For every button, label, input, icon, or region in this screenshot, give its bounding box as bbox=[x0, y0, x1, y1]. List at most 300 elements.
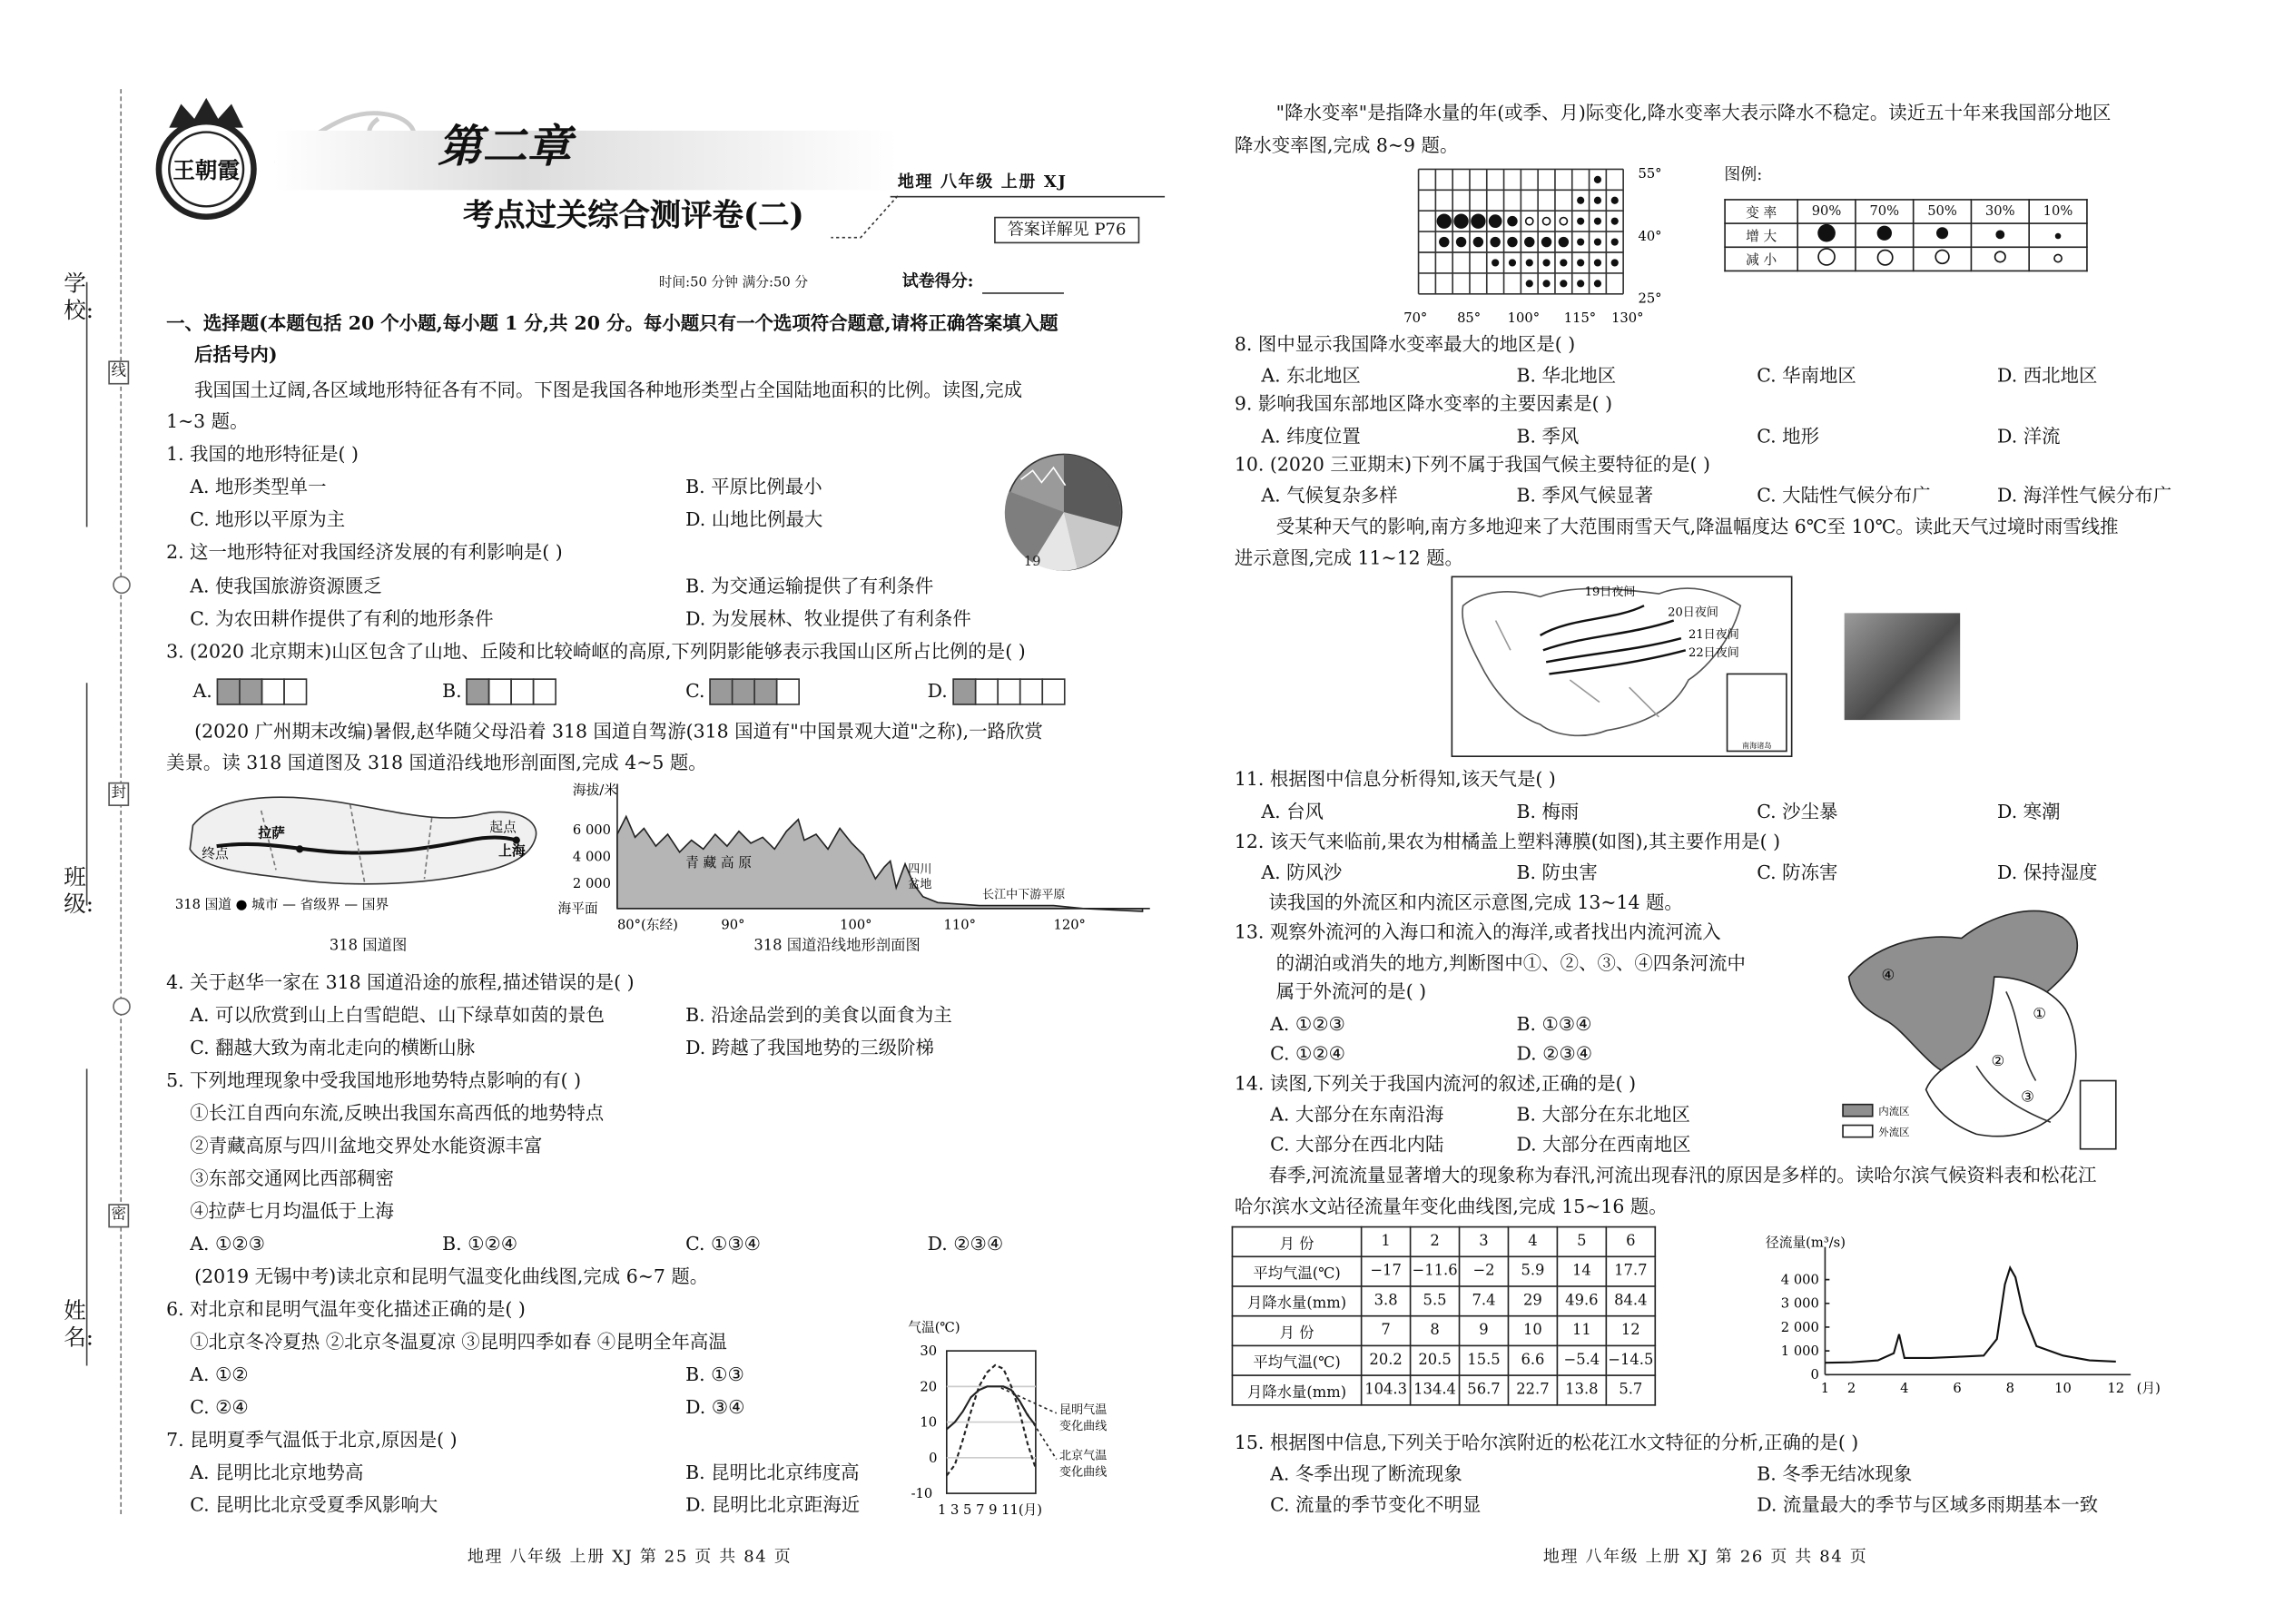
rain-label: 月降水量(mm) bbox=[1232, 1375, 1361, 1405]
question-4: 4. 关于赵华一家在 318 国道沿途的旅程,描述错误的是( ) bbox=[166, 970, 635, 994]
option-6c[interactable]: C. ②④ bbox=[190, 1395, 249, 1418]
option-12c[interactable]: C. 防冻害 bbox=[1757, 861, 1838, 884]
option-8b[interactable]: B. 华北地区 bbox=[1516, 363, 1617, 387]
proportion-bar bbox=[953, 679, 1065, 702]
binding-hole-icon bbox=[113, 998, 131, 1016]
option-7a[interactable]: A. 昆明比北京地势高 bbox=[190, 1461, 364, 1483]
increase-dot bbox=[1611, 218, 1619, 225]
intro-text: (2019 无锡中考)读北京和昆明气温变化曲线图,完成 6~7 题。 bbox=[194, 1265, 709, 1287]
option-3b-label: B. bbox=[442, 679, 462, 702]
dot-smallest-icon bbox=[2055, 232, 2062, 239]
proportion-bar bbox=[711, 679, 800, 702]
precipitation-variability-map bbox=[1398, 161, 1695, 327]
kunming-legend-1: 昆明气温 bbox=[1059, 1403, 1108, 1417]
runoff-xtick: 4 bbox=[1900, 1380, 1909, 1396]
option-14d[interactable]: D. 大部分在西南地区 bbox=[1516, 1132, 1691, 1156]
snow-line-map bbox=[1452, 576, 1793, 757]
temp-label: 平均气温(℃) bbox=[1232, 1345, 1361, 1375]
kunming-leader bbox=[1001, 1388, 1057, 1413]
table-cell: 7.4 bbox=[1460, 1286, 1509, 1316]
lon85-label: 85° bbox=[1457, 310, 1482, 326]
increase-dot bbox=[1594, 218, 1601, 225]
option-3d-label: D. bbox=[927, 679, 948, 702]
table-cell: 14 bbox=[1557, 1256, 1606, 1286]
question-11: 11. 根据图中信息分析得知,该天气是( ) bbox=[1234, 767, 1556, 790]
legend-70: 70% bbox=[1856, 200, 1914, 223]
question-13: 13. 观察外流河的入海口和流入的海洋,或者找出内流河流入 bbox=[1234, 920, 1721, 943]
option-2a[interactable]: A. 使我国旅游资源匮乏 bbox=[190, 574, 382, 597]
option-15a[interactable]: A. 冬季出现了断流现象 bbox=[1270, 1462, 1462, 1485]
terrain-pie-chart bbox=[989, 449, 1140, 571]
option-9d[interactable]: D. 洋流 bbox=[1997, 424, 2061, 448]
option-5c[interactable]: C. ①③④ bbox=[685, 1232, 761, 1255]
ring-smallest-icon bbox=[2053, 253, 2063, 262]
option-15c[interactable]: C. 流量的季节变化不明显 bbox=[1270, 1493, 1482, 1516]
harbin-climate-table bbox=[1232, 1226, 1656, 1406]
intro-text: 哈尔滨水文站径流量年变化曲线图,完成 15~16 题。 bbox=[1234, 1195, 1668, 1217]
runoff-xtick: 2 bbox=[1846, 1380, 1856, 1396]
school-blank[interactable] bbox=[86, 282, 88, 527]
option-4a[interactable]: A. 可以欣赏到山上白雪皑皑、山下绿草如茵的景色 bbox=[190, 1003, 605, 1026]
legend-head: 变 率 bbox=[1725, 200, 1797, 223]
increase-dot bbox=[1456, 237, 1466, 247]
name-blank[interactable] bbox=[86, 1068, 88, 1365]
end-label: 终点 bbox=[202, 846, 229, 862]
option-1b[interactable]: B. 平原比例最小 bbox=[685, 475, 822, 497]
option-2b[interactable]: B. 为交通运输提供了有利条件 bbox=[685, 574, 934, 597]
increase-dot bbox=[1560, 280, 1567, 287]
option-12b[interactable]: B. 防虫害 bbox=[1516, 861, 1598, 884]
increase-dot bbox=[1594, 197, 1601, 204]
shanghai-label: 上海 bbox=[498, 842, 526, 859]
start-label: 起点 bbox=[489, 819, 517, 835]
month-label: 月 份 bbox=[1232, 1227, 1361, 1257]
month-label: 月 份 bbox=[1232, 1316, 1361, 1346]
option-9b[interactable]: B. 季风 bbox=[1516, 424, 1580, 448]
option-7c[interactable]: C. 昆明比北京受夏季风影响大 bbox=[190, 1493, 438, 1516]
table-cell: 134.4 bbox=[1411, 1375, 1460, 1405]
increase-dot bbox=[1577, 197, 1584, 204]
drainage-region-map bbox=[1828, 888, 2119, 1155]
score-label: 试卷得分: bbox=[901, 271, 974, 291]
option-3c-label: C. bbox=[685, 679, 705, 702]
increase-dot bbox=[1437, 213, 1452, 228]
table-cell: 56.7 bbox=[1460, 1375, 1509, 1405]
intro-text: 1~3 题。 bbox=[166, 409, 249, 432]
runoff-xtick: 1 bbox=[1820, 1380, 1830, 1396]
statement-6: ①北京冬冷夏热 ②北京冬温夏凉 ③昆明四季如春 ④昆明全年高温 bbox=[190, 1330, 727, 1353]
table-cell: 20.5 bbox=[1411, 1345, 1460, 1375]
beijing-legend-2: 变化曲线 bbox=[1059, 1465, 1108, 1480]
table-cell: 7 bbox=[1362, 1316, 1411, 1346]
option-10b[interactable]: B. 季风气候显著 bbox=[1516, 484, 1654, 507]
option-8c[interactable]: C. 华南地区 bbox=[1757, 363, 1856, 387]
intro-text: 进示意图,完成 11~12 题。 bbox=[1234, 546, 1463, 569]
pie-label: 19 bbox=[1023, 554, 1041, 570]
chapter-title: 第二章 bbox=[438, 122, 572, 174]
line-20: 20日夜间 bbox=[1668, 605, 1718, 620]
table-cell: 29 bbox=[1508, 1286, 1557, 1316]
tag-underline bbox=[891, 196, 1165, 198]
increase-dot bbox=[1542, 259, 1550, 266]
proportion-bar bbox=[218, 679, 307, 702]
option-1c[interactable]: C. 地形以平原为主 bbox=[190, 507, 346, 530]
table-cell: 8 bbox=[1411, 1316, 1460, 1346]
increase-dot bbox=[1577, 218, 1584, 225]
table-cell: −5.4 bbox=[1557, 1345, 1606, 1375]
seal-mark-feng: 封 bbox=[108, 782, 129, 806]
question-10: 10. (2020 三亚期末)下列不属于我国气候主要特征的是( ) bbox=[1234, 452, 1710, 476]
table-cell: 4 bbox=[1508, 1227, 1557, 1257]
route-map-caption: 318 国道图 bbox=[329, 938, 408, 955]
profile-sea-level: 海平面 bbox=[557, 901, 598, 917]
runoff-xtick: 8 bbox=[2005, 1380, 2014, 1396]
profile-y6000: 6 000 bbox=[572, 822, 612, 839]
option-12a[interactable]: A. 防风沙 bbox=[1261, 861, 1343, 884]
profile-x120: 120° bbox=[1053, 917, 1086, 933]
table-cell: 13.8 bbox=[1557, 1375, 1606, 1405]
option-13d[interactable]: D. ②③④ bbox=[1516, 1041, 1593, 1065]
table-cell: 5.9 bbox=[1508, 1256, 1557, 1286]
variability-legend bbox=[1724, 199, 2087, 271]
question-14: 14. 读图,下列关于我国内流河的叙述,正确的是( ) bbox=[1234, 1071, 1637, 1095]
basin-label: 四川 bbox=[908, 862, 932, 877]
runoff-xtick: 6 bbox=[1953, 1380, 1962, 1396]
map-legend: 318 国道 ● 城市 — 省级界 — 国界 bbox=[174, 896, 389, 912]
table-cell: −17 bbox=[1362, 1256, 1411, 1286]
lon115-label: 115° bbox=[1563, 310, 1597, 326]
intro-text: "降水变率"是指降水量的年(或季、月)际变化,降水变率大表示降水不稳定。读近五十年来我国部分地区 bbox=[1275, 101, 2112, 123]
option-10d[interactable]: D. 海洋性气候分布广 bbox=[1997, 484, 2172, 507]
legend-30: 30% bbox=[1971, 200, 2029, 223]
seal-mark-xian: 线 bbox=[108, 360, 129, 384]
river-2: ② bbox=[1991, 1052, 2005, 1070]
option-11d[interactable]: D. 寒潮 bbox=[1997, 800, 2061, 822]
option-13c[interactable]: C. ①②④ bbox=[1270, 1041, 1345, 1065]
score-blank[interactable] bbox=[982, 292, 1064, 294]
question-13-cont: 的湖泊或消失的地方,判断图中①、②、③、④四条河流中 bbox=[1275, 951, 1746, 974]
temp-y20: 20 bbox=[920, 1379, 938, 1395]
question-12: 12. 该天气来临前,果农为柑橘盖上塑料薄膜(如图),其主要作用是( ) bbox=[1234, 830, 1781, 852]
citrus-cover-photo bbox=[1845, 613, 1960, 720]
right-footer: 地理 八年级 上册 XJ 第 26 页 共 84 页 bbox=[1542, 1546, 1868, 1567]
ring-large-icon bbox=[1817, 248, 1836, 266]
temperature-chart bbox=[900, 1315, 1167, 1523]
table-cell: 15.5 bbox=[1460, 1345, 1509, 1375]
question-8: 8. 图中显示我国降水变率最大的地区是( ) bbox=[1234, 332, 1576, 355]
runoff-xlabel: (月) bbox=[2136, 1380, 2161, 1396]
beijing-legend-1: 北京气温 bbox=[1059, 1449, 1108, 1463]
option-4d[interactable]: D. 跨越了我国地势的三级阶梯 bbox=[685, 1036, 934, 1058]
option-9c[interactable]: C. 地形 bbox=[1757, 424, 1820, 448]
profile-x110: 110° bbox=[943, 917, 976, 933]
statement-5-2: ②青藏高原与四川盆地交界处水能资源丰富 bbox=[190, 1134, 543, 1156]
option-11a[interactable]: A. 台风 bbox=[1261, 800, 1324, 822]
option-15d[interactable]: D. 流量最大的季节与区域多雨期基本一致 bbox=[1757, 1493, 2099, 1516]
increase-dot bbox=[1594, 238, 1601, 245]
question-13-cont2: 属于外流河的是( ) bbox=[1275, 979, 1427, 1002]
table-cell: 104.3 bbox=[1362, 1375, 1411, 1405]
option-14c[interactable]: C. 大部分在西北内陆 bbox=[1270, 1132, 1444, 1156]
intro-text: 读我国的外流区和内流区示意图,完成 13~14 题。 bbox=[1268, 891, 1683, 913]
lat55-label: 55° bbox=[1638, 166, 1662, 182]
option-6d[interactable]: D. ③④ bbox=[685, 1395, 745, 1418]
option-1d[interactable]: D. 山地比例最大 bbox=[685, 507, 823, 530]
table-cell: 5 bbox=[1557, 1227, 1606, 1257]
increase-dot bbox=[1560, 259, 1567, 266]
runoff-ylabel: 径流量(m³/s) bbox=[1766, 1235, 1846, 1251]
runoff-ytick: 4 000 bbox=[1780, 1272, 1819, 1288]
terrain-profile-chart bbox=[549, 775, 1157, 939]
runoff-xtick: 12 bbox=[2107, 1380, 2125, 1396]
name-label: 姓名: bbox=[64, 1297, 94, 1352]
decrease-dot bbox=[1560, 218, 1567, 225]
statement-5-4: ④拉萨七月均温低于上海 bbox=[190, 1199, 394, 1222]
temp-ylabel: 气温(℃) bbox=[908, 1319, 960, 1335]
increase-dot bbox=[1611, 238, 1619, 245]
lon130-label: 130° bbox=[1611, 310, 1644, 326]
title-band bbox=[274, 131, 897, 190]
line-19: 19日夜间 bbox=[1584, 585, 1636, 599]
option-3d[interactable] bbox=[928, 678, 1065, 704]
option-10c[interactable]: C. 大陆性气候分布广 bbox=[1757, 484, 1931, 507]
table-cell: −2 bbox=[1460, 1256, 1509, 1286]
runoff-series-line bbox=[1825, 1268, 2115, 1363]
option-12d[interactable]: D. 保持湿度 bbox=[1997, 861, 2098, 884]
runoff-ytick: 3 000 bbox=[1780, 1295, 1819, 1312]
answer-ref: 答案详解见 P76 bbox=[994, 217, 1139, 243]
line-21: 21日夜间 bbox=[1689, 628, 1739, 643]
temp-xlabel: 1 3 5 7 9 11(月) bbox=[938, 1502, 1043, 1519]
table-cell: 3.8 bbox=[1362, 1286, 1411, 1316]
runoff-xtick: 10 bbox=[2054, 1380, 2072, 1396]
increase-dot bbox=[1594, 259, 1601, 266]
proportion-bar bbox=[468, 679, 556, 702]
option-9a[interactable]: A. 纬度位置 bbox=[1261, 424, 1361, 448]
ring-small-icon bbox=[1935, 250, 1949, 264]
temp-y10: 10 bbox=[920, 1414, 938, 1431]
increase-dot bbox=[1492, 259, 1499, 266]
lon70-label: 70° bbox=[1403, 310, 1428, 326]
exam-title: 考点过关综合测评卷(二) bbox=[462, 195, 804, 233]
option-11b[interactable]: B. 梅雨 bbox=[1516, 800, 1580, 822]
legend-10: 10% bbox=[2029, 200, 2087, 223]
table-cell: 5.7 bbox=[1606, 1375, 1655, 1405]
increase-dot bbox=[1577, 259, 1584, 266]
option-15b[interactable]: B. 冬季无结冰现象 bbox=[1757, 1462, 1913, 1485]
option-7d[interactable]: D. 昆明比北京距海近 bbox=[685, 1493, 861, 1516]
increase-dot bbox=[1507, 237, 1517, 247]
table-cell: 6 bbox=[1606, 1227, 1655, 1257]
brand-logo bbox=[148, 92, 263, 220]
increase-dot bbox=[1577, 238, 1584, 245]
question-2: 2. 这一地形特征对我国经济发展的有利影响是( ) bbox=[166, 540, 563, 563]
dot-medium-icon bbox=[1877, 226, 1892, 241]
table-cell: 12 bbox=[1606, 1316, 1655, 1346]
table-cell: 20.2 bbox=[1362, 1345, 1411, 1375]
profile-y2000: 2 000 bbox=[572, 875, 612, 891]
increase-dot bbox=[1524, 237, 1534, 247]
increase-dot bbox=[1594, 176, 1601, 183]
increase-dot bbox=[1526, 259, 1533, 266]
school-label: 学校: bbox=[64, 270, 94, 324]
option-2d[interactable]: D. 为发展林、牧业提供了有利条件 bbox=[685, 606, 971, 630]
increase-dot bbox=[1471, 213, 1485, 228]
question-9: 9. 影响我国东部地区降水变率的主要因素是( ) bbox=[1234, 391, 1613, 415]
intro-text: 降水变率图,完成 8~9 题。 bbox=[1234, 133, 1459, 156]
lhasa-label: 拉萨 bbox=[258, 825, 285, 842]
table-cell: 5.5 bbox=[1411, 1286, 1460, 1316]
table-cell: 17.7 bbox=[1606, 1256, 1655, 1286]
increase-dot bbox=[1509, 259, 1516, 266]
table-cell: 84.4 bbox=[1606, 1286, 1655, 1316]
question-1: 1. 我国的地形特征是( ) bbox=[166, 442, 359, 465]
binding-hole-icon bbox=[113, 576, 131, 594]
ring-smaller-icon bbox=[1994, 251, 2006, 262]
temp-y0: 0 bbox=[929, 1450, 938, 1466]
option-13a[interactable]: A. ①②③ bbox=[1270, 1012, 1345, 1035]
dotted-connector bbox=[831, 193, 905, 252]
intro-text: 美景。读 318 国道图及 318 国道沿线地形剖面图,完成 4~5 题。 bbox=[166, 751, 707, 773]
river-1: ① bbox=[2033, 1004, 2046, 1022]
temp-label: 平均气温(℃) bbox=[1232, 1256, 1361, 1286]
inner-legend: 内流区 bbox=[1878, 1105, 1910, 1118]
profile-ylabel: 海拔/米 bbox=[572, 782, 617, 798]
question-7: 7. 昆明夏季气温低于北京,原因是( ) bbox=[166, 1428, 458, 1451]
decrease-dot bbox=[1542, 218, 1550, 225]
option-4b[interactable]: B. 沿途品尝到的美食以面食为主 bbox=[685, 1003, 952, 1026]
outer-legend: 外流区 bbox=[1878, 1126, 1910, 1139]
plain-label: 长江中下游平原 bbox=[982, 888, 1066, 902]
increase-dot bbox=[1559, 237, 1569, 247]
plateau-label: 青 藏 高 原 bbox=[685, 855, 752, 871]
option-3c[interactable] bbox=[685, 678, 800, 704]
increase-dot bbox=[1542, 280, 1550, 287]
statement-5-3: ③东部交通网比西部稠密 bbox=[190, 1166, 394, 1189]
beijing-series-line bbox=[947, 1365, 1036, 1476]
dot-small-icon bbox=[1936, 227, 1948, 239]
class-label: 班级: bbox=[64, 863, 94, 918]
increase-dot bbox=[1577, 280, 1584, 287]
profile-x80: 80°(东经) bbox=[616, 917, 678, 933]
profile-caption: 318 国道沿线地形剖面图 bbox=[753, 938, 921, 955]
ring-medium-icon bbox=[1876, 249, 1893, 265]
river-3: ③ bbox=[2021, 1088, 2034, 1106]
increase-dot bbox=[1541, 237, 1551, 247]
route-318-map bbox=[172, 781, 558, 921]
lat25-label: 25° bbox=[1638, 290, 1662, 307]
temp-yn10: -10 bbox=[911, 1486, 933, 1502]
subject-tag: 地理 八年级 上册 XJ bbox=[897, 172, 1068, 192]
increase-dot bbox=[1611, 259, 1619, 266]
option-3a-label: A. bbox=[192, 679, 212, 702]
profile-x90: 90° bbox=[721, 917, 745, 933]
table-cell: 1 bbox=[1362, 1227, 1411, 1257]
table-cell: 22.7 bbox=[1508, 1375, 1557, 1405]
option-14a[interactable]: A. 大部分在东南沿海 bbox=[1270, 1103, 1444, 1126]
increase-dot bbox=[1453, 213, 1468, 228]
runoff-chart bbox=[1745, 1226, 2175, 1411]
legend-decrease: 减 小 bbox=[1725, 247, 1797, 271]
logo-text: 王朝霞 bbox=[172, 157, 240, 184]
option-1a[interactable]: A. 地形类型单一 bbox=[190, 475, 327, 497]
option-11c[interactable]: C. 沙尘暴 bbox=[1757, 800, 1838, 822]
increase-dot bbox=[1594, 280, 1601, 287]
question-15: 15. 根据图中信息,下列关于哈尔滨附近的松花江水文特征的分析,正确的是( ) bbox=[1234, 1431, 1859, 1453]
option-5a[interactable]: A. ①②③ bbox=[190, 1232, 265, 1255]
class-blank[interactable] bbox=[86, 683, 88, 905]
question-3: 3. (2020 北京期末)山区包含了山地、丘陵和比较崎岖的高原,下列阴影能够表示我国山区所占比例的是( ) bbox=[166, 639, 1026, 663]
option-4c[interactable]: C. 翻越大致为南北走向的横断山脉 bbox=[190, 1036, 476, 1058]
option-14b[interactable]: B. 大部分在东北地区 bbox=[1516, 1103, 1690, 1126]
section-heading: 一、选择题(本题包括 20 个小题,每小题 1 分,共 20 分。每小题只有一个选项符合题意,请将正确答案填入题 bbox=[166, 311, 1058, 334]
table-cell: 10 bbox=[1508, 1316, 1557, 1346]
intro-text: (2020 广州期末改编)暑假,赵华随父母沿着 318 国道自驾游(318 国道有"中国景观大道"之称),一路欣赏 bbox=[194, 720, 1043, 743]
option-8d[interactable]: D. 西北地区 bbox=[1997, 363, 2098, 387]
runoff-ytick: 0 bbox=[1810, 1367, 1819, 1383]
increase-dot bbox=[1507, 216, 1517, 226]
time-info: 时间:50 分钟 满分:50 分 bbox=[658, 276, 809, 291]
dot-large-icon bbox=[1817, 224, 1836, 242]
increase-dot bbox=[1473, 237, 1483, 247]
option-10a[interactable]: A. 气候复杂多样 bbox=[1261, 484, 1398, 507]
decrease-dot bbox=[1526, 218, 1533, 225]
runoff-ytick: 2 000 bbox=[1780, 1319, 1819, 1335]
option-13b[interactable]: B. ①③④ bbox=[1516, 1012, 1592, 1035]
legend-title: 图例: bbox=[1724, 164, 1763, 184]
lon100-label: 100° bbox=[1507, 310, 1541, 326]
table-cell: 11 bbox=[1557, 1316, 1606, 1346]
option-5d[interactable]: D. ②③④ bbox=[927, 1232, 1004, 1255]
option-3a[interactable] bbox=[192, 678, 307, 704]
increase-dot bbox=[1439, 237, 1449, 247]
legend-90: 90% bbox=[1797, 200, 1856, 223]
table-cell: −14.5 bbox=[1606, 1345, 1655, 1375]
intro-text: 春季,河流流量显著增大的现象称为春汛,河流出现春汛的原因是多样的。读哈尔滨气候资料表和松花江 bbox=[1268, 1164, 2097, 1186]
option-5b[interactable]: B. ①②④ bbox=[442, 1232, 518, 1255]
profile-y4000: 4 000 bbox=[572, 849, 612, 865]
table-cell: 49.6 bbox=[1557, 1286, 1606, 1316]
runoff-ytick: 1 000 bbox=[1780, 1343, 1819, 1360]
option-8a[interactable]: A. 东北地区 bbox=[1261, 363, 1361, 387]
profile-x100: 100° bbox=[840, 917, 872, 933]
legend-increase: 增 大 bbox=[1725, 223, 1797, 247]
option-6a[interactable]: A. ①② bbox=[190, 1363, 249, 1385]
option-6b[interactable]: B. ①③ bbox=[685, 1363, 744, 1385]
increase-dot bbox=[1490, 237, 1500, 247]
legend-50: 50% bbox=[1914, 200, 1972, 223]
river-4: ④ bbox=[1881, 966, 1895, 984]
intro-text: 我国国土辽阔,各区域地形特征各有不同。下图是我国各种地形类型占全国陆地面积的比例。读图,完成 bbox=[194, 379, 1023, 401]
option-3b[interactable] bbox=[442, 678, 556, 704]
increase-dot bbox=[1489, 214, 1502, 228]
table-cell: −11.6 bbox=[1411, 1256, 1460, 1286]
seal-mark-mi: 密 bbox=[108, 1204, 129, 1227]
statement-5-1: ①长江自西向东流,反映出我国东高西低的地势特点 bbox=[190, 1101, 605, 1124]
section-heading-cont: 后括号内) bbox=[194, 342, 278, 366]
left-footer: 地理 八年级 上册 XJ 第 25 页 共 84 页 bbox=[467, 1546, 793, 1567]
line-22: 22日夜间 bbox=[1689, 645, 1739, 660]
increase-dot bbox=[1611, 197, 1619, 204]
option-7b[interactable]: B. 昆明比北京纬度高 bbox=[685, 1461, 860, 1483]
table-cell: 3 bbox=[1460, 1227, 1509, 1257]
question-5: 5. 下列地理现象中受我国地形地势特点影响的有( ) bbox=[166, 1068, 582, 1091]
table-cell: 6.6 bbox=[1508, 1345, 1557, 1375]
basin-label-2: 盆地 bbox=[908, 877, 932, 891]
option-2c[interactable]: C. 为农田耕作提供了有利的地形条件 bbox=[190, 606, 494, 630]
rain-label: 月降水量(mm) bbox=[1232, 1286, 1361, 1316]
increase-dot bbox=[1526, 280, 1533, 287]
